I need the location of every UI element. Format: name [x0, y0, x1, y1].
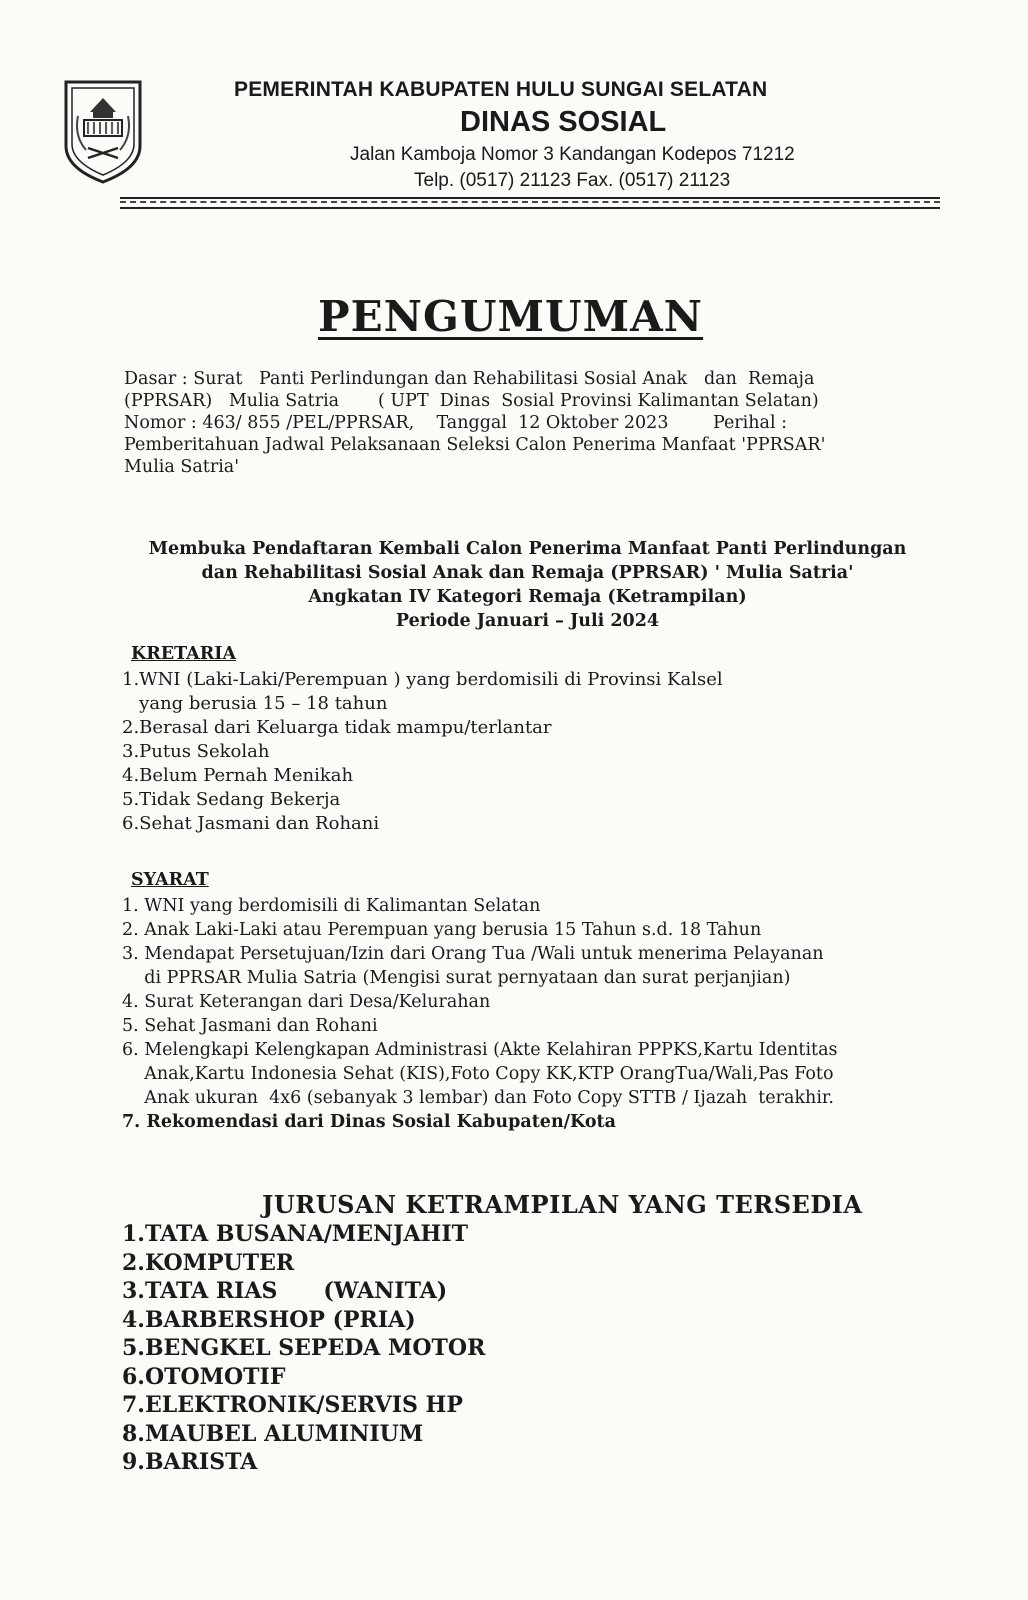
list-item: Anak ukuran 4x6 (sebanyak 3 lembar) dan Foto Copy STTB / Ijazah terakhir.	[122, 1088, 834, 1108]
list-item: 1. WNI yang berdomisili di Kalimantan Selatan	[122, 896, 541, 916]
criteria-heading: KRETARIA	[131, 644, 237, 664]
list-item: 3.Putus Sekolah	[122, 741, 270, 762]
regency-crest-icon	[60, 76, 146, 186]
programs-heading: JURUSAN KETRAMPILAN YANG TERSEDIA	[262, 1190, 863, 1219]
organization-name: PEMERINTAH KABUPATEN HULU SUNGAI SELATAN	[234, 78, 768, 101]
list-item: 6. Melengkapi Kelengkapan Administrasi (Akte Kelahiran PPPKS,Kartu Identitas	[122, 1040, 838, 1060]
program-item: 8.MAUBEL ALUMINIUM	[122, 1420, 424, 1447]
basis-line: (PPRSAR) Mulia Satria ( UPT Dinas Sosial Provinsi Kalimantan Selatan)	[124, 391, 819, 411]
basis-line: Pemberitahuan Jadwal Pelaksanaan Seleksi Calon Penerima Manfaat 'PPRSAR'	[124, 435, 826, 455]
program-item: 6.OTOMOTIF	[122, 1363, 286, 1390]
list-item: 4.Belum Pernah Menikah	[122, 765, 354, 786]
basis-line: Nomor : 463/ 855 /PEL/PPRSAR, Tanggal 12 Oktober 2023 Perihal :	[124, 413, 788, 433]
announcement-line: Angkatan IV Kategori Remaja (Ketrampilan)	[308, 587, 747, 607]
list-item: yang berusia 15 – 18 tahun	[122, 693, 388, 714]
announcement-line: dan Rehabilitasi Sosial Anak dan Remaja (PPRSAR) ' Mulia Satria'	[201, 563, 854, 583]
list-item: 3. Mendapat Persetujuan/Izin dari Orang Tua /Wali untuk menerima Pelayanan	[122, 944, 824, 964]
requirements-list	[122, 894, 838, 1134]
list-item: 1.WNI (Laki-Laki/Perempuan ) yang berdomisili di Provinsi Kalsel	[122, 669, 723, 690]
program-item: 9.BARISTA	[122, 1449, 258, 1475]
list-item: 2. Anak Laki-Laki atau Perempuan yang berusia 15 Tahun s.d. 18 Tahun	[122, 920, 762, 940]
announcement-heading	[120, 537, 935, 633]
list-item: 5. Sehat Jasmani dan Rohani	[122, 1016, 378, 1036]
letterhead-divider	[120, 197, 940, 209]
document-title: PENGUMUMAN	[318, 292, 704, 341]
list-item: di PPRSAR Mulia Satria (Mengisi surat pernyataan dan surat perjanjian)	[122, 968, 791, 988]
department-name: DINAS SOSIAL	[460, 106, 667, 138]
program-item: 2.KOMPUTER	[122, 1249, 295, 1276]
criteria-list	[122, 668, 723, 836]
list-item: 2.Berasal dari Keluarga tidak mampu/terlantar	[122, 717, 552, 738]
basis-line: Dasar : Surat Panti Perlindungan dan Rehabilitasi Sosial Anak dan Remaja	[124, 369, 815, 389]
basis-paragraph	[124, 368, 914, 478]
program-item: 4.BARBERSHOP (PRIA)	[122, 1306, 416, 1333]
list-item-bold: 7. Rekomendasi dari Dinas Sosial Kabupaten/Kota	[122, 1112, 616, 1132]
list-item: 6.Sehat Jasmani dan Rohani	[122, 813, 380, 834]
office-address: Jalan Kamboja Nomor 3 Kandangan Kodepos 71212	[350, 144, 795, 165]
programs-list	[122, 1220, 485, 1477]
list-item: 5.Tidak Sedang Bekerja	[122, 789, 341, 810]
announcement-line: Periode Januari – Juli 2024	[395, 611, 660, 631]
basis-line: Mulia Satria'	[124, 457, 240, 477]
list-item: Anak,Kartu Indonesia Sehat (KIS),Foto Copy KK,KTP OrangTua/Wali,Pas Foto	[122, 1064, 834, 1084]
announcement-line: Membuka Pendaftaran Kembali Calon Penerima Manfaat Panti Perlindungan	[148, 539, 907, 559]
program-item: 1.TATA BUSANA/MENJAHIT	[122, 1221, 469, 1247]
program-item: 7.ELEKTRONIK/SERVIS HP	[122, 1392, 463, 1418]
program-item: 3.TATA RIAS (WANITA)	[122, 1278, 448, 1304]
requirements-heading: SYARAT	[131, 870, 209, 890]
program-item: 5.BENGKEL SEPEDA MOTOR	[122, 1335, 486, 1361]
list-item: 4. Surat Keterangan dari Desa/Kelurahan	[122, 992, 491, 1012]
office-contact: Telp. (0517) 21123 Fax. (0517) 21123	[414, 170, 731, 191]
